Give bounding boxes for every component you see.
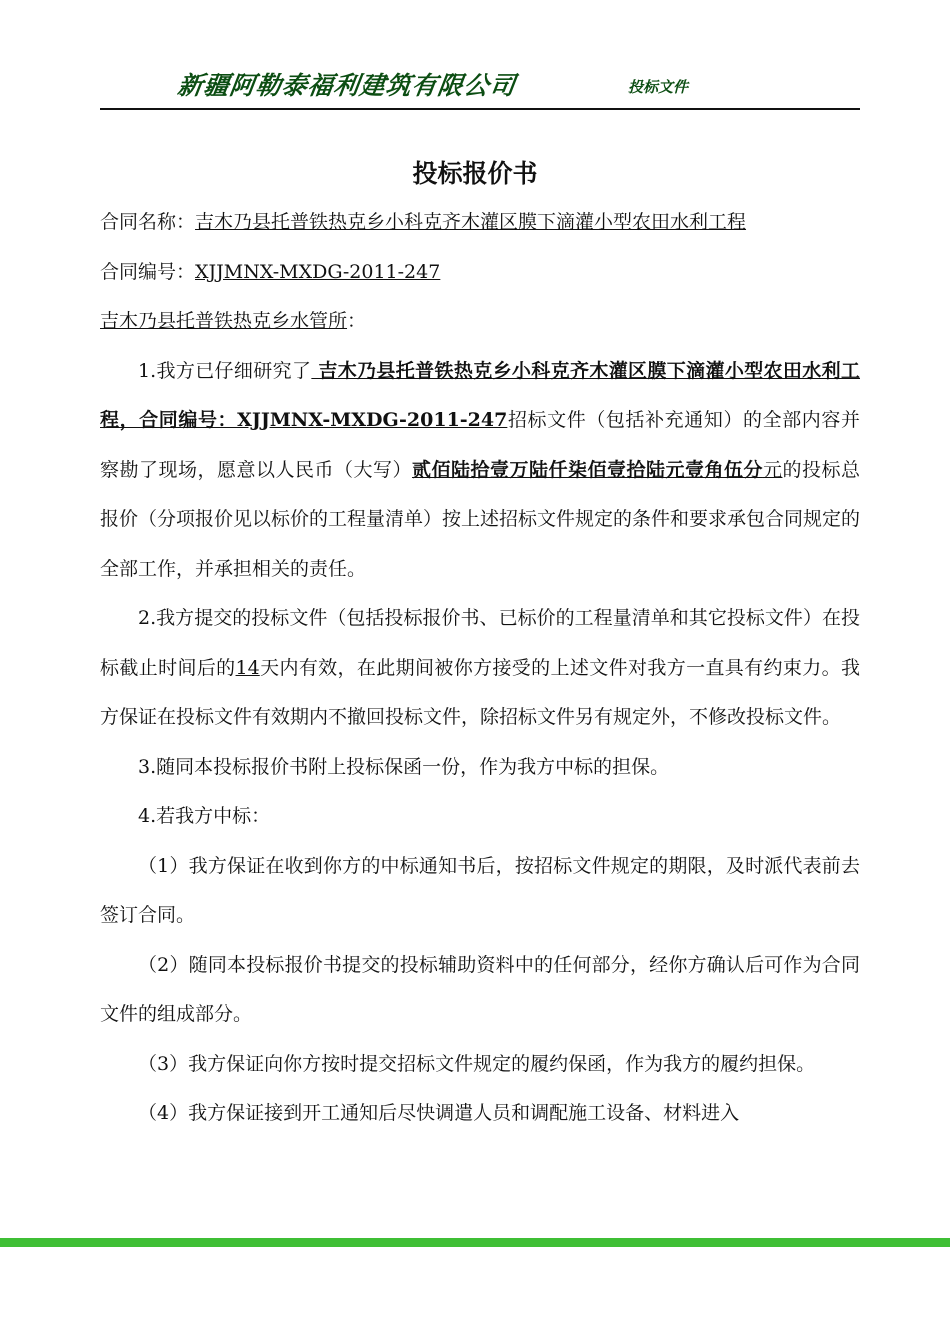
contract-number-value: XJJMNX-MXDG-2011-247 <box>195 260 441 283</box>
list-item: （1）我方保证在收到你方的中标通知书后，按招标文件规定的期限，及时派代表前去签订合同。 <box>100 854 860 926</box>
p1-project: 吉木乃县托普铁热克乡小科克齐木灌区膜下滴灌小型农田水利工程，合同编号：XJJMNX-MXDG-2011-247 <box>100 359 860 431</box>
document-body <box>100 198 860 1139</box>
paragraph-4: 4.若我方中标： <box>138 805 271 827</box>
bid-amount: 贰佰陆拾壹万陆仟柒佰壹拾陆元壹角伍分 <box>411 458 763 481</box>
validity-days: 14 <box>235 656 260 679</box>
document-title: 投标报价书 <box>412 159 538 188</box>
addressee-suffix: ： <box>347 310 367 332</box>
paragraph-3: 3.随同本投标报价书附上投标保函一份，作为我方中标的担保。 <box>138 755 670 778</box>
bid-amount-unit: 元 <box>762 458 783 481</box>
document-type-label: 投标文件 <box>628 78 689 96</box>
contract-name-line <box>100 198 860 248</box>
paragraph-2 <box>100 594 860 743</box>
list-item: （2）随同本投标报价书提交的投标辅助资料中的任何部分，经你方确认后可作为合同文件的组成部分。 <box>100 953 860 1025</box>
list-item: （4）我方保证接到开工通知后尽快调遣人员和调配施工设备、材料进入 <box>138 1102 740 1124</box>
paragraph-1 <box>100 347 860 595</box>
company-name: 新疆阿勒泰福利建筑有限公司 <box>175 71 518 100</box>
addressee: 吉木乃县托普铁热克乡水管所 <box>100 310 348 332</box>
contract-name-value: 吉木乃县托普铁热克乡小科克齐木灌区膜下滴灌小型农田水利工程 <box>195 211 747 233</box>
footer-bar <box>0 1238 950 1247</box>
list-item: （3）我方保证向你方按时提交招标文件规定的履约保函，作为我方的履约担保。 <box>138 1052 816 1075</box>
p1-mid: 招标文件（包括补充通知）的全部内容并察勘了现场，愿意以人民币（大写） <box>100 409 860 481</box>
page-header <box>100 62 860 110</box>
p2-suffix: 天内有效，在此期间被你方接受的上述文件对我方一直具有约束力。我方保证在投标文件有效期内不撤回投标文件，除招标文件另有规定外，不修改投标文件。 <box>100 656 860 728</box>
p2-prefix: 2.我方提交的投标文件（包括投标报价书、已标价的工程量清单和其它投标文件）在投标截止时间后的 <box>100 607 860 679</box>
p1-suffix: 的投标总报价（分项报价见以标价的工程量清单）按上述招标文件规定的条件和要求承包合同规定的全部工作，并承担相关的责任。 <box>100 458 861 580</box>
addressee-line <box>100 297 860 347</box>
contract-number-label: 合同编号： <box>100 260 196 283</box>
contract-name-label: 合同名称： <box>100 211 196 233</box>
p1-prefix: 1.我方已仔细研究了 <box>138 359 312 382</box>
contract-number-line <box>100 248 860 298</box>
